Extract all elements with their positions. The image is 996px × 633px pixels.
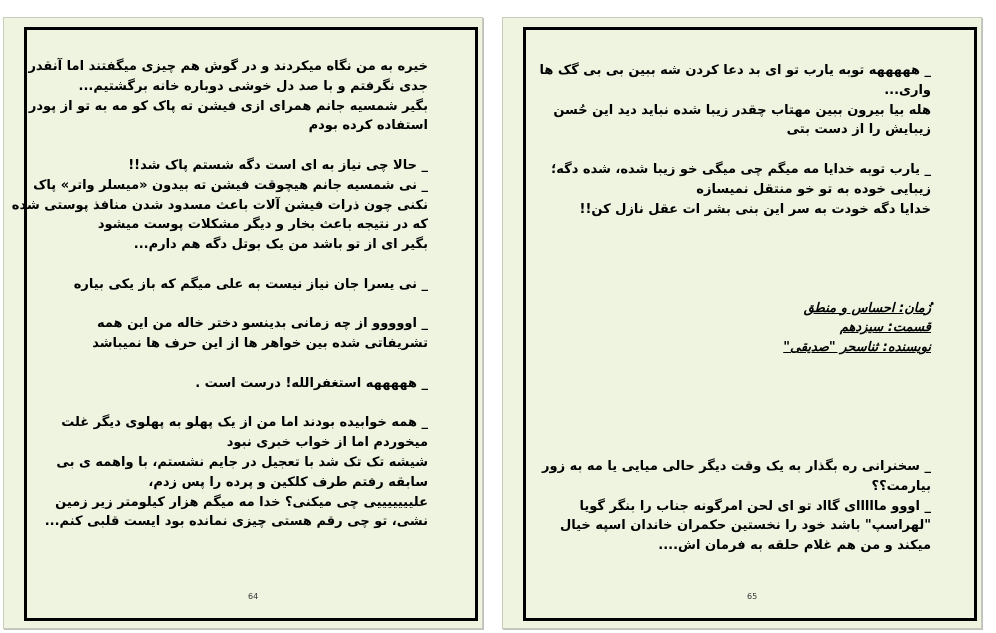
text-line: _ سخنرانی ره بگذار به یک وقت دیگر حالی میایی یا مه به زور <box>542 458 931 474</box>
blank-line <box>539 239 931 259</box>
text-line: _ اووووو از چه زمانی بدینسو دختر خاله من این همه <box>96 316 428 332</box>
text-line: میکند و من هم غلام حلقه به فرمان اش.... <box>658 538 931 554</box>
blank-line <box>539 140 931 160</box>
text-line: بگیر ای از تو باشد من یک بوتل دگه هم دارم... <box>133 237 428 253</box>
chapter-info-line: قسمت: سیزدهم <box>839 320 931 336</box>
page-text <box>539 61 931 556</box>
text-line: _ حالا چی نیاز به ای است دگه شستم پاک شد!! <box>128 157 428 173</box>
blank-line <box>539 398 931 418</box>
text-line: شیشه تک تک شد با تعجیل در جایم نشستم، با واهمه ی بی <box>56 454 428 470</box>
text-line: سابقه رفتم طرف کلکین و پرده را پس زدم، <box>148 474 428 490</box>
page-65 <box>502 17 982 629</box>
text-line: که در نتیجه باعث بخار و دیگر مشکلات پوست میشود <box>97 217 428 233</box>
text-line: استفاده کرده بودم <box>308 118 428 134</box>
text-line: _ هههههه استغفرالله! درست است . <box>195 375 428 391</box>
text-line: _ یارب توبه خدایا مه میگم چی میگی خو زیبا شده، شده دگه؛ <box>551 161 931 177</box>
page-number: 65 <box>747 592 758 601</box>
text-line: _ نی شمسیه جانم هیچوقت فیشن ته بیدون «میسلر واتر» پاک <box>33 177 428 193</box>
text-line: _ اووو مااااای گااد تو ای لحن امرگونه جناب را بنگر گویا <box>579 498 931 514</box>
blank-line <box>539 437 931 457</box>
text-line: تشریفاتی شده بین خواهر ها از این حرف ها نمیباشد <box>92 336 428 352</box>
text-line: زیبایش را از دست بتی <box>786 122 931 138</box>
blank-line <box>539 378 931 398</box>
blank-line <box>12 136 428 156</box>
text-line: بیارمت؟؟ <box>871 478 931 494</box>
blank-line <box>12 354 428 374</box>
blank-line <box>12 394 428 414</box>
chapter-info-line: نویسنده: ثناسحر "صدیقی" <box>783 340 931 356</box>
text-line: خدایا دگه خودت به سر این بنی بشر ات عقل نازل کن!! <box>579 201 931 217</box>
text-line: نشی، تو چی رقم هستی چیزی نمانده بود ایست قلبی کنم... <box>44 514 428 530</box>
text-line: واری... <box>884 82 931 98</box>
page-64 <box>3 17 483 629</box>
text-line: خیره به من نگاه میکردند و در گوش هم چیزی میگفتند اما آنقدر <box>28 59 428 74</box>
blank-line <box>539 417 931 437</box>
blank-line <box>12 255 428 275</box>
text-line: میخوردم اما از خواب خبری نبود <box>226 435 428 451</box>
text-line: _ همه خوابیده بودند اما من از یک پهلو به پهلوی دیگر غلت <box>61 415 428 431</box>
blank-line <box>539 358 931 378</box>
text-line: نکنی چون ذرات فیشن آلات باعث مسدود شدن منافذ پوستی شده <box>11 197 428 213</box>
chapter-info-line: زُمان: احساس و منطق <box>803 300 931 316</box>
page-text <box>12 57 428 532</box>
blank-line <box>539 259 931 279</box>
text-line: علیییییییی چی میکنی؟ خدا مه میگم هزار کیلومتر زیر زمین <box>55 494 428 510</box>
page-number: 64 <box>248 592 259 601</box>
text-line: "لهراسپ" باشد خود را نخستین حکمران خاندان اسپه خیال <box>559 518 931 534</box>
blank-line <box>12 295 428 315</box>
text-line: جدی نگرفتم و با صد دل خوشی دوباره خانه برگشتیم... <box>78 78 428 94</box>
text-line: زیبایی خوده به تو خو منتقل نمیسازه <box>696 181 931 197</box>
text-line: بگیر شمسیه جانم همرای ازی فیشن ته پاک کو مه به تو از پودر <box>28 98 428 114</box>
text-line: هله بیا بیرون ببین مهتاب چقدر زیبا شده نباید دید این حُسن <box>553 102 931 118</box>
blank-line <box>539 279 931 299</box>
blank-line <box>539 219 931 239</box>
text-line: _ هههههه توبه یارب تو ای بد دعا کردن شه ببین بی بی گک ها <box>539 63 931 78</box>
text-line: _ نی یسرا جان نیاز نیست به علی میگم که باز یکی بیاره <box>73 276 428 292</box>
